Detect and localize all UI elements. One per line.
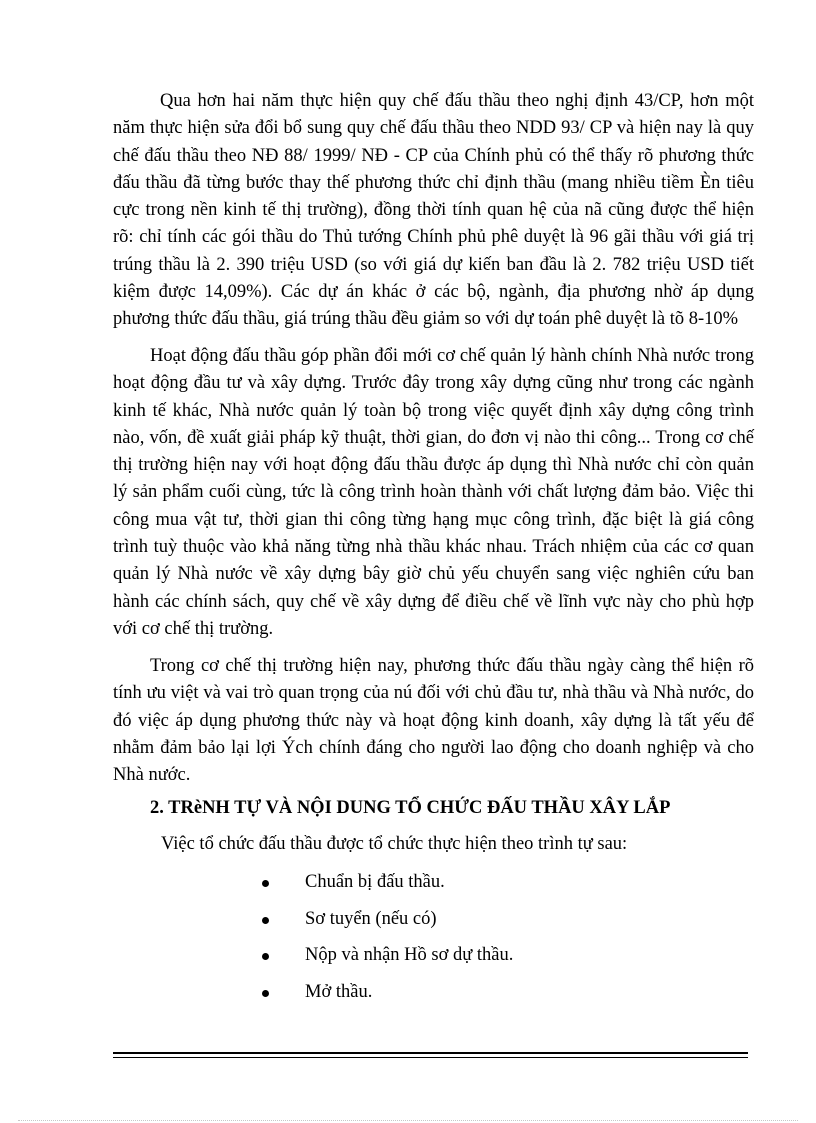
bullet-icon — [262, 880, 269, 887]
step-label: Mở thầu. — [305, 981, 373, 1002]
step-label: Chuẩn bị đấu thầu. — [305, 872, 445, 892]
bullet-icon — [262, 917, 269, 924]
footer-rule-thin — [113, 1057, 748, 1058]
bullet-icon — [262, 953, 269, 960]
footer-rule-thick — [113, 1052, 748, 1054]
section-intro: Việc tổ chức đấu thầu được tổ chức thực hiện theo trình tự sau: — [161, 834, 628, 854]
paragraph-market-mechanism: Trong cơ chế thị trường hiện nay, phương thức đấu thầu ngày càng thể hiện rõ tính ưu việt và vai trò quan trọng của nú đối với chủ đầu tư, nhà thầu và Nhà nước, do đó việc áp dụng phương thức này và hoạt động kinh doanh, xây dựng là tất yếu để nhằm đảm bảo lại lợi Ých chính đáng cho người lao động cho doanh nghiệp và cho Nhà nước. — [113, 656, 754, 786]
section-heading: 2. TRèNH TỰ VÀ NỘI DUNG TỔ CHỨC ĐẤU THẦU XÂY LẮP — [150, 798, 671, 818]
bullet-icon — [262, 990, 269, 997]
step-label: Nộp và nhận Hồ sơ dự thầu. — [305, 945, 514, 965]
paragraph-bidding-results: Qua hơn hai năm thực hiện quy chế đấu thầu theo nghị định 43/CP, hơn một năm thực hiện sửa đổi bổ sung quy chế đấu thầu theo NDD 93/ CP và hiện nay là quy chế đấu thầu theo NĐ 88/ 1999/ NĐ - CP của Chính phủ có thể thấy rõ phương thức đấu thầu đã từng bước thay thế phương thức chỉ định thầu (mang nhiều tiềm Èn tiêu cực trong nền kinh tế thị trường), đồng thời tính quan hệ của nã cũng được thể hiện rõ: chỉ tính các gói thầu do Thủ tướng Chính phủ phê duyệt là 96 gãi thầu với giá trị trúng thầu là 2. 390 triệu USD (so với giá dự kiến ban đầu là 2. 782 triệu USD tiết kiệm được 14,09%). Các dự án khác ở các bộ, ngành, địa phương nhờ áp dụng phương thức đấu thầu, giá trúng thầu đều giảm so với dự toán phê duyệt là tõ 8-10% — [113, 91, 754, 330]
paragraph-administrative-reform: Hoạt động đấu thầu góp phần đổi mới cơ chế quản lý hành chính Nhà nước trong hoạt động đầu tư và xây dựng. Trước đây trong xây dựng cũng như trong các ngành kinh tế khác, Nhà nước quản lý toàn bộ trong việc quyết định xây dựng công trình nào, vốn, đề xuất giải pháp kỹ thuật, thời gian, do đơn vị nào thi công... Trong cơ chế thị trường hiện nay với hoạt động đấu thầu được áp dụng thì Nhà nước chỉ còn quản lý sản phẩm cuối cùng, tức là công trình hoàn thành với chất lượng đảm bảo. Việc thi công mua vật tư, thời gian thi công từng hạng mục công trình, đặc biệt là giá công trình tuỳ thuộc vào khả năng từng nhà thầu khác nhau. Trách nhiệm của các cơ quan quản lý Nhà nước về xây dựng bây giờ chủ yếu chuyển sang việc nghiên cứu ban hành các chính sách, quy chế về xây dựng để điều chế về lĩnh vực này cho phù hợp với cơ chế thị trường. — [113, 346, 754, 639]
page-bottom-divider — [18, 1120, 798, 1121]
step-label: Sơ tuyển (nếu có) — [305, 908, 437, 929]
